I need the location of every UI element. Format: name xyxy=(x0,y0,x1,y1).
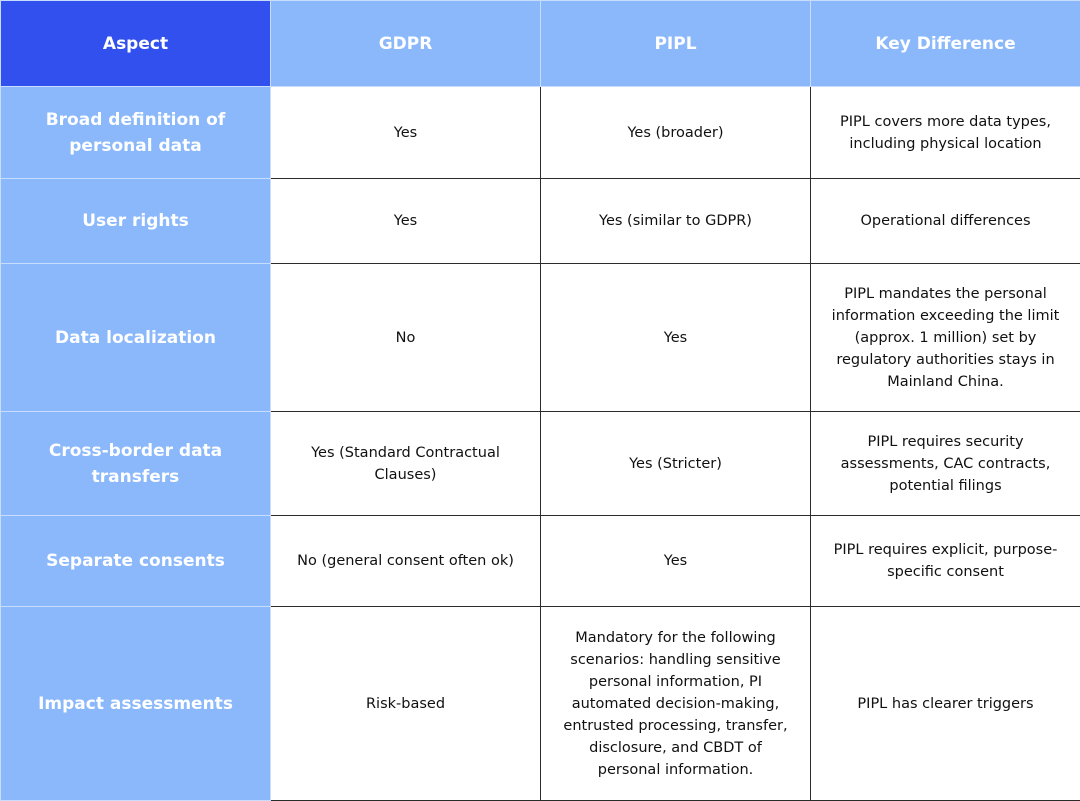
table-row xyxy=(1,607,1080,801)
difference-cell: PIPL has clearer triggers xyxy=(811,607,1080,801)
aspect-cell: Cross-border data transfers xyxy=(1,412,271,516)
pipl-cell: Yes (broader) xyxy=(541,87,811,179)
gdpr-cell: Risk-based xyxy=(271,607,541,801)
difference-cell: PIPL requires explicit, purpose-specific consent xyxy=(811,516,1080,607)
difference-cell: PIPL covers more data types, including physical location xyxy=(811,87,1080,179)
aspect-cell: Impact assessments xyxy=(1,607,271,801)
difference-cell: Operational differences xyxy=(811,179,1080,264)
header-key-difference: Key Difference xyxy=(811,1,1080,87)
pipl-cell: Yes (similar to GDPR) xyxy=(541,179,811,264)
table-row xyxy=(1,516,1080,607)
pipl-cell: Yes xyxy=(541,516,811,607)
gdpr-cell: No xyxy=(271,264,541,412)
aspect-cell: Broad definition of personal data xyxy=(1,87,271,179)
difference-cell: PIPL mandates the personal information exceeding the limit (approx. 1 million) set by regulatory authorities stays in Mainland China. xyxy=(811,264,1080,412)
aspect-cell: Separate consents xyxy=(1,516,271,607)
table-row xyxy=(1,412,1080,516)
gdpr-cell: Yes xyxy=(271,87,541,179)
aspect-cell: User rights xyxy=(1,179,271,264)
table-row xyxy=(1,179,1080,264)
aspect-cell: Data localization xyxy=(1,264,271,412)
header-gdpr: GDPR xyxy=(271,1,541,87)
pipl-cell: Mandatory for the following scenarios: handling sensitive personal information, PI automated decision-making, entrusted processing, transfer, disclosure, and CBDT of personal information. xyxy=(541,607,811,801)
gdpr-cell: Yes (Standard Contractual Clauses) xyxy=(271,412,541,516)
gdpr-cell: No (general consent often ok) xyxy=(271,516,541,607)
pipl-cell: Yes (Stricter) xyxy=(541,412,811,516)
pipl-cell: Yes xyxy=(541,264,811,412)
table-row xyxy=(1,264,1080,412)
header-row xyxy=(1,1,1080,87)
table-row xyxy=(1,87,1080,179)
header-pipl: PIPL xyxy=(541,1,811,87)
difference-cell: PIPL requires security assessments, CAC contracts, potential filings xyxy=(811,412,1080,516)
header-aspect: Aspect xyxy=(1,1,271,87)
gdpr-cell: Yes xyxy=(271,179,541,264)
